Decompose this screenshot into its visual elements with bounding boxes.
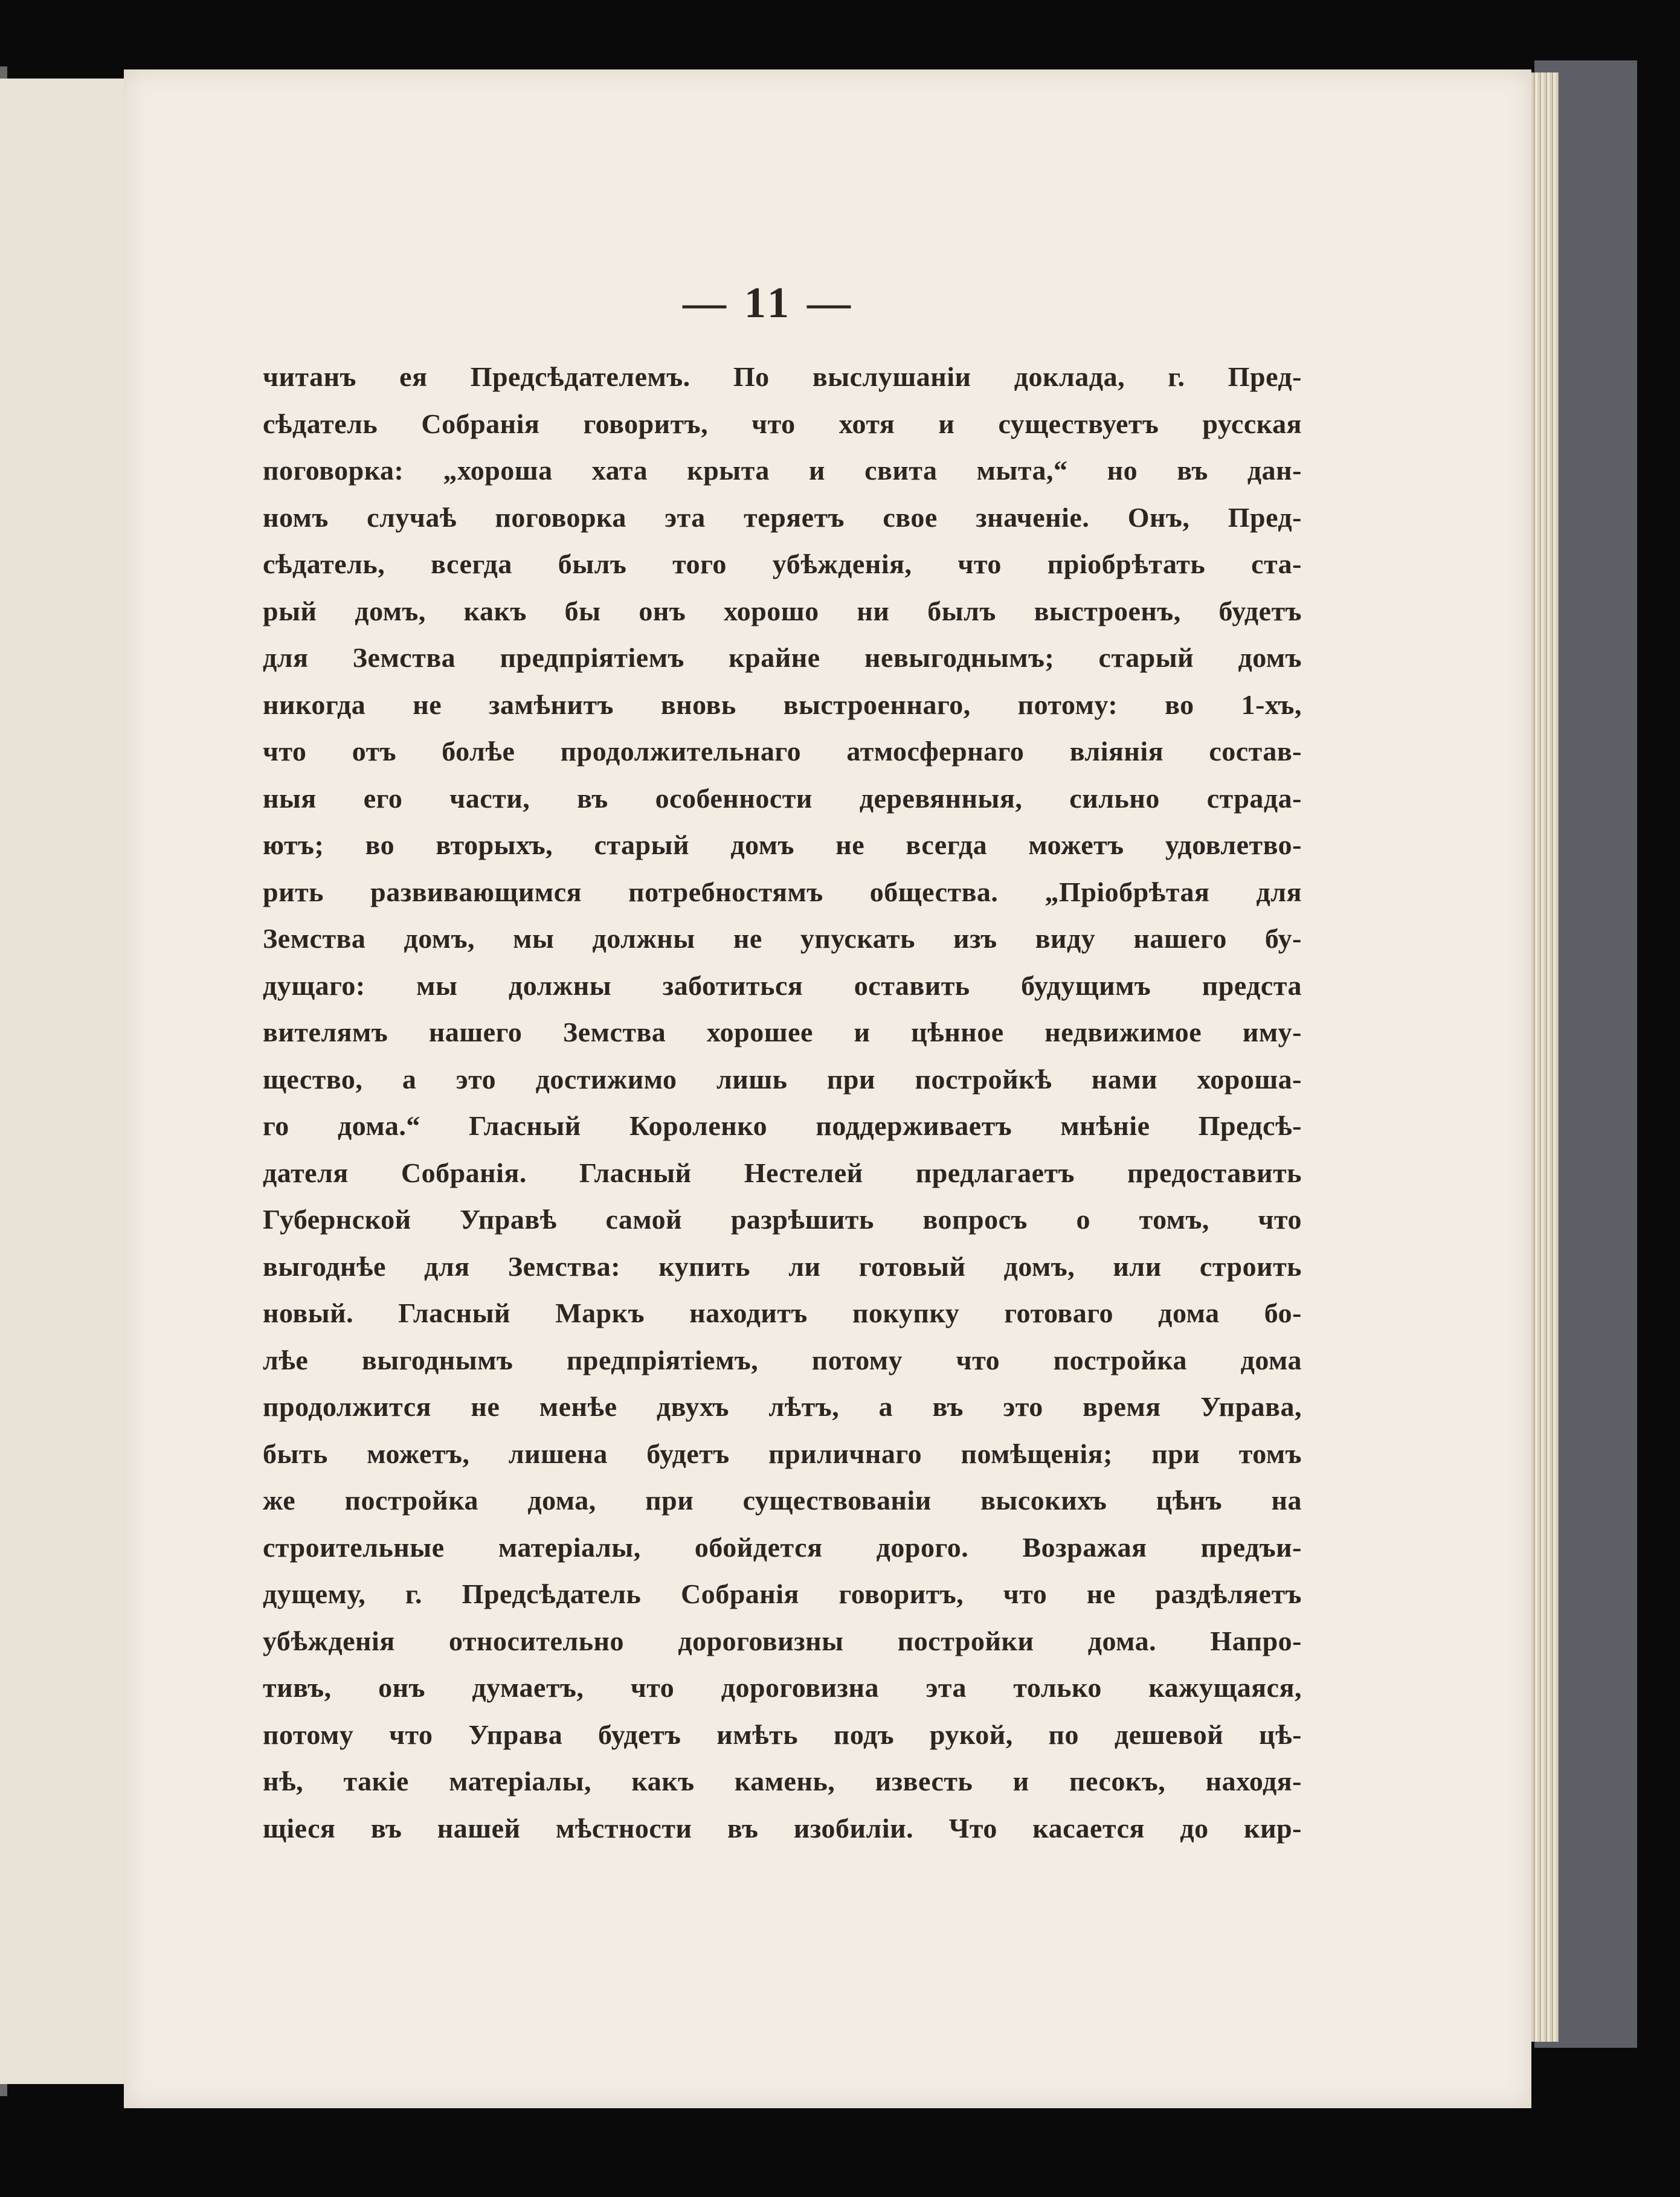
text-line: выгоднѣе для Земства: купить ли готовый домъ, или строить	[263, 1250, 1302, 1282]
text-line: вителямъ нашего Земства хорошее и цѣнное недвижимое иму-	[263, 1017, 1302, 1047]
text-line: щіеся въ нашей мѣстности въ изобиліи. Что касается до кир-	[263, 1812, 1302, 1844]
text-line: лѣе выгоднымъ предпріятіемъ, потому что постройка дома	[263, 1344, 1302, 1375]
facing-page-edge	[0, 79, 134, 2084]
text-line: для Земства предпріятіемъ крайне невыгоднымъ; старый домъ	[263, 642, 1302, 673]
book-page	[124, 69, 1531, 2108]
text-line: дущаго: мы должны заботиться оставить будущимъ предста	[263, 970, 1302, 1001]
text-line: убѣжденія относительно дороговизны постройки дома. Напро-	[263, 1625, 1302, 1656]
text-line: рить развивающимся потребностямъ общества. „Пріобрѣтая для	[263, 876, 1302, 907]
text-line: строительные матеріалы, обойдется дорого. Возражая предъи-	[263, 1531, 1302, 1563]
text-line: дателя Собранія. Гласный Нестелей предлагаетъ предоставить	[263, 1157, 1302, 1188]
text-line: тивъ, онъ думаетъ, что дороговизна эта только кажущаяся,	[263, 1672, 1302, 1703]
text-line: же постройка дома, при существованіи высокихъ цѣнъ на	[263, 1485, 1302, 1516]
text-line: поговорка: „хороша хата крыта и свита мыта,“ но въ дан-	[263, 455, 1302, 486]
text-line: номъ случаѣ поговорка эта теряетъ свое значеніе. Онъ, Пред-	[263, 501, 1302, 533]
text-line: новый. Гласный Маркъ находитъ покупку готоваго дома бо-	[263, 1298, 1302, 1328]
text-line: нѣ, такіе матеріалы, какъ камень, известь и песокъ, находя-	[263, 1766, 1302, 1797]
text-line: го дома.“ Гласный Короленко поддерживаетъ мнѣніе Предсѣ-	[263, 1110, 1302, 1141]
text-line: читанъ ея Предсѣдателемъ. По выслушаніи доклада, г. Пред-	[263, 361, 1302, 392]
text-line: сѣдатель Собранія говоритъ, что хотя и существуетъ русская	[263, 408, 1302, 439]
text-line: щество, а это достижимо лишь при постройкѣ нами хороша-	[263, 1063, 1302, 1095]
text-line: что отъ болѣе продолжительнаго атмосфернаго вліянія состав-	[263, 736, 1302, 767]
text-line: Земства домъ, мы должны не упускать изъ виду нашего бу-	[263, 923, 1302, 954]
text-line: ныя его части, въ особенности деревянныя, сильно страда-	[263, 782, 1302, 814]
text-line: рый домъ, какъ бы онъ хорошо ни былъ выстроенъ, будетъ	[263, 595, 1302, 626]
text-line: потому что Управа будетъ имѣть подъ рукой, по дешевой цѣ-	[263, 1719, 1302, 1750]
text-line: продолжится не менѣе двухъ лѣтъ, а въ это время Управа,	[263, 1391, 1302, 1422]
text-line: Губернской Управѣ самой разрѣшить вопросъ о томъ, что	[263, 1204, 1302, 1235]
text-line: сѣдатель, всегда былъ того убѣжденія, что пріобрѣтать ста-	[263, 548, 1302, 579]
text-line: быть можетъ, лишена будетъ приличнаго помѣщенія; при томъ	[263, 1438, 1302, 1469]
text-line: ютъ; во вторыхъ, старый домъ не всегда можетъ удовлетво-	[263, 829, 1302, 860]
page-number: — 11 —	[683, 278, 855, 327]
text-line: никогда не замѣнитъ вновь выстроеннаго, потому: во 1-хъ,	[263, 689, 1302, 720]
text-line: дущему, г. Предсѣдатель Собранія говоритъ, что не раздѣляетъ	[263, 1578, 1302, 1609]
page-text	[263, 353, 1302, 1851]
